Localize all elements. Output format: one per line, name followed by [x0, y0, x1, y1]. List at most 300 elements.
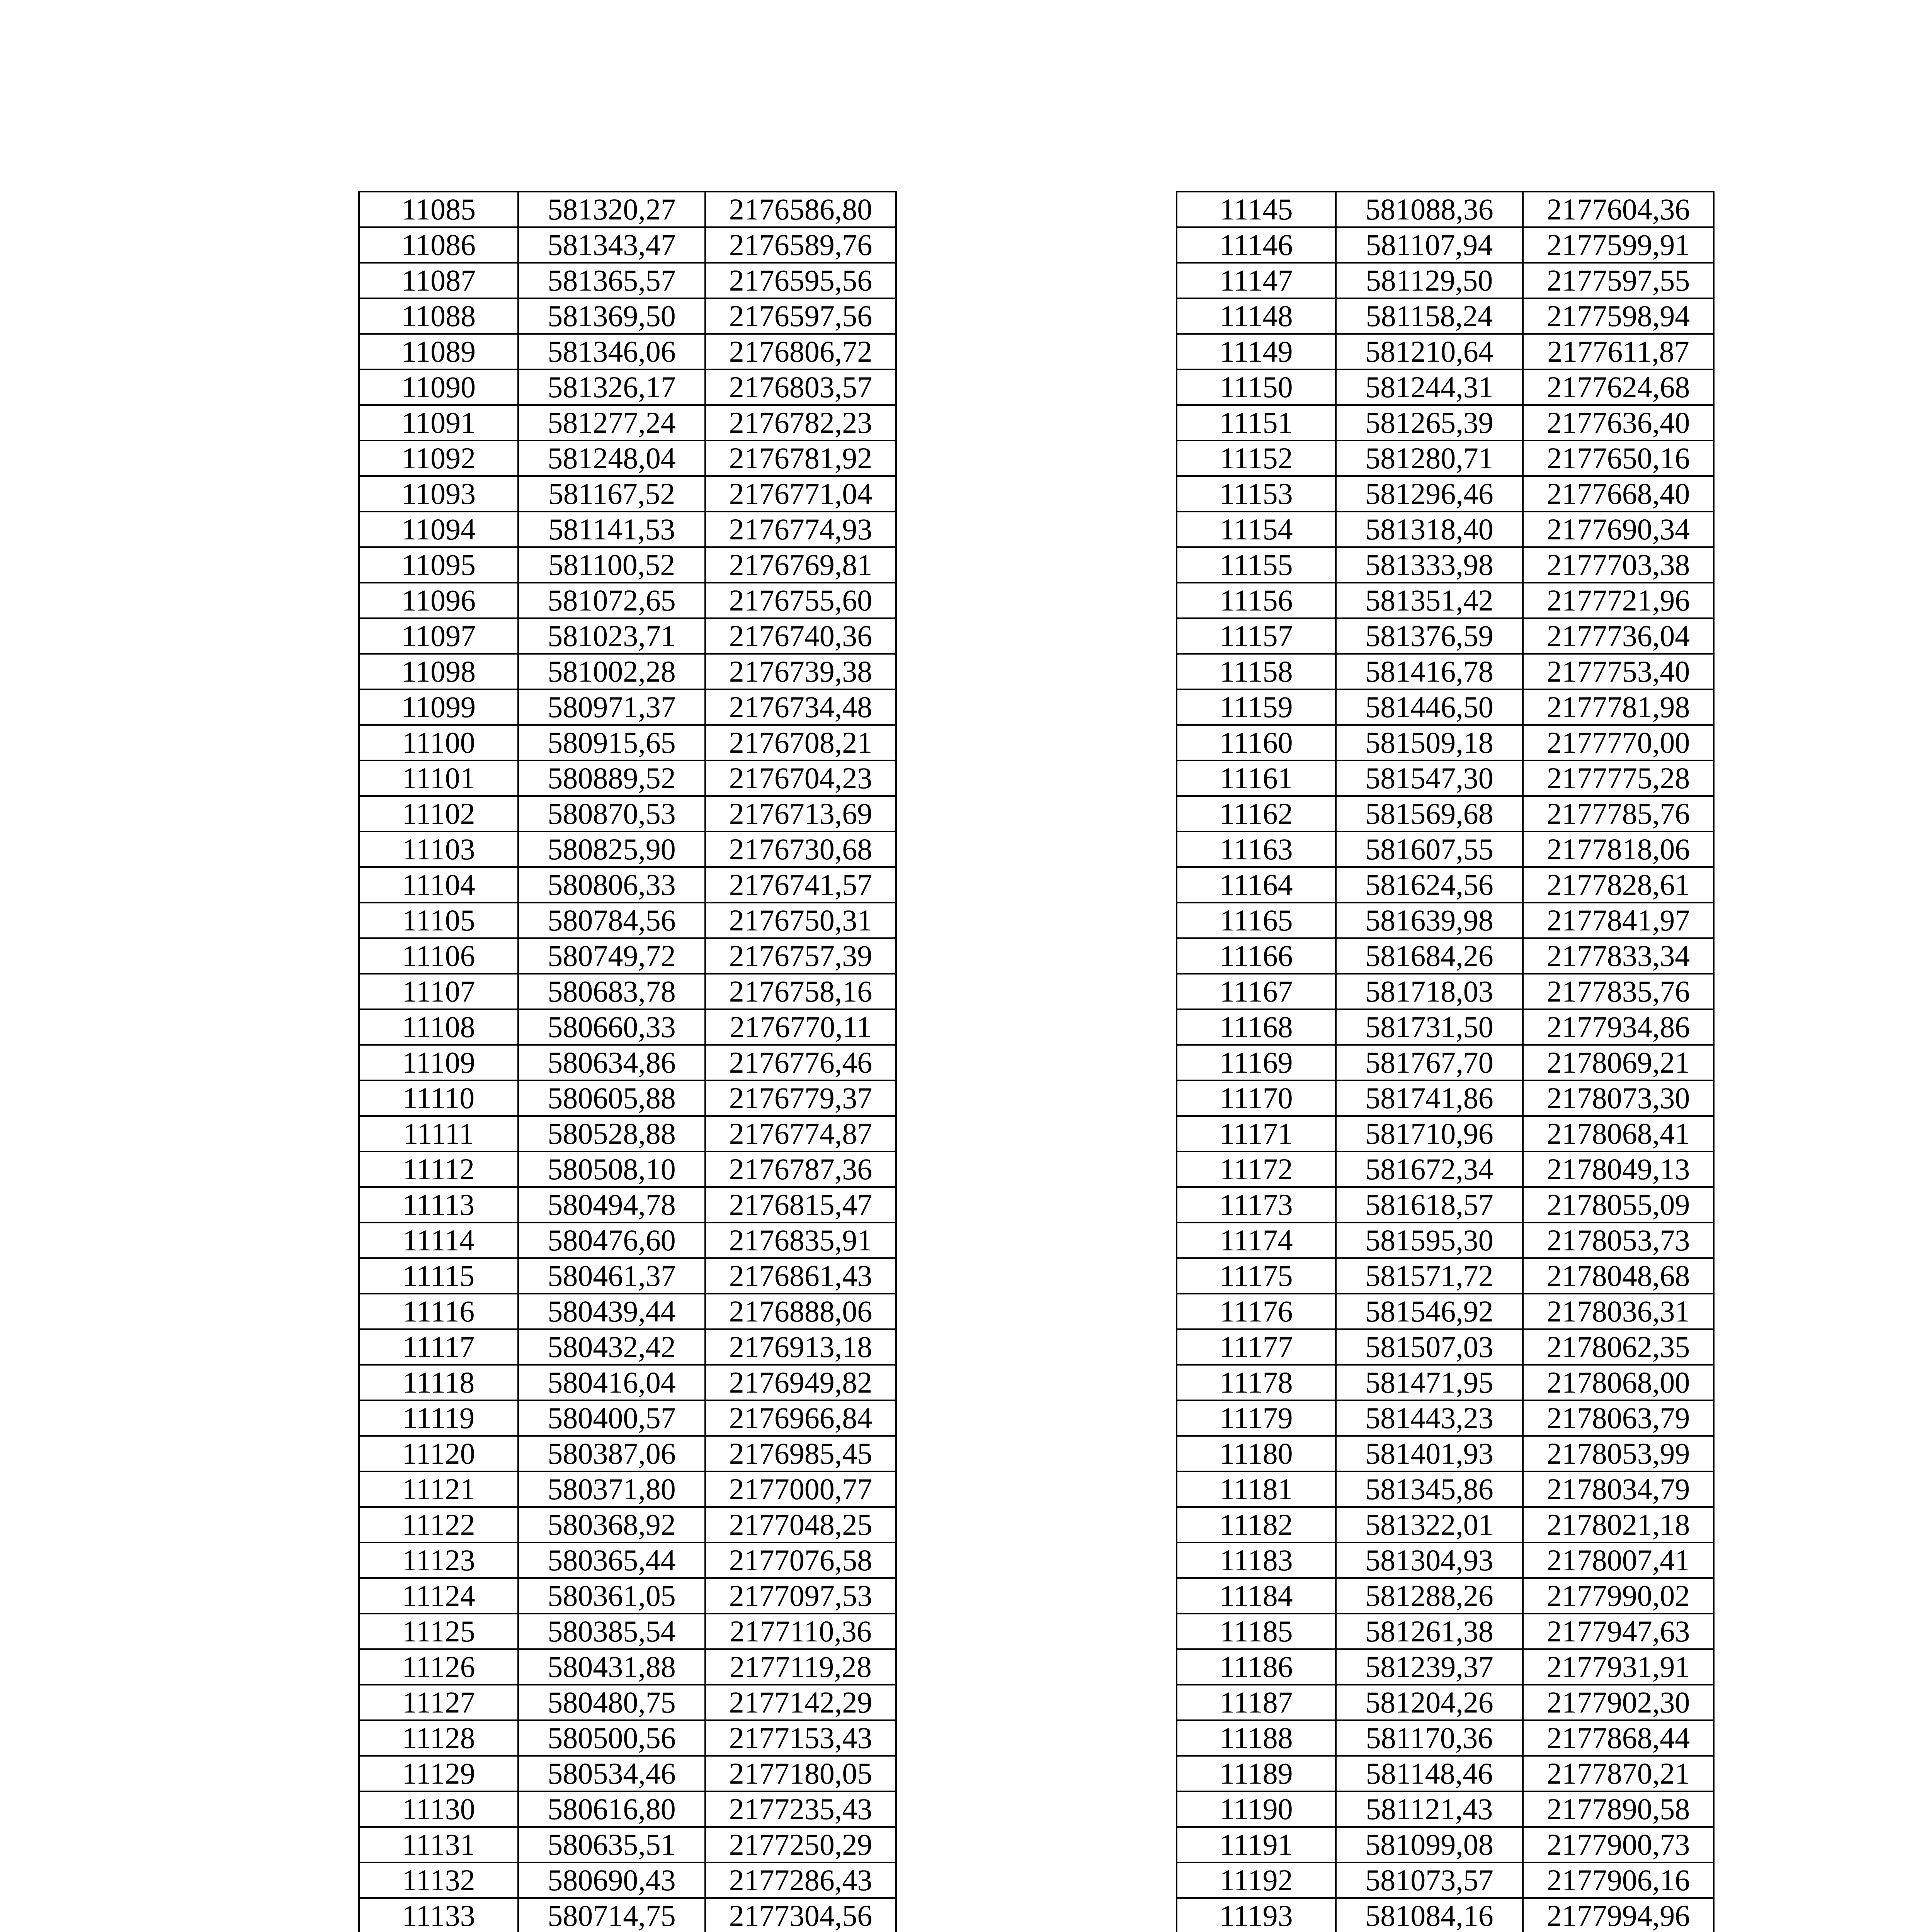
- table-row: [359, 974, 896, 1009]
- y-coordinate-cell: 2177870,21: [1523, 1756, 1714, 1791]
- x-coordinate-cell: 580416,04: [518, 1365, 705, 1400]
- table-row: [1177, 654, 1714, 689]
- point-number-cell: 11168: [1177, 1009, 1336, 1045]
- x-coordinate-cell: 581741,86: [1336, 1080, 1523, 1116]
- point-number-cell: 11125: [359, 1614, 518, 1649]
- y-coordinate-cell: 2178073,30: [1523, 1080, 1714, 1116]
- y-coordinate-cell: 2177947,63: [1523, 1614, 1714, 1649]
- y-coordinate-cell: 2177624,68: [1523, 369, 1714, 405]
- table-row: [1177, 1578, 1714, 1614]
- table-row: [359, 1543, 896, 1578]
- y-coordinate-cell: 2178007,41: [1523, 1543, 1714, 1578]
- table-row: [359, 512, 896, 547]
- y-coordinate-cell: 2177650,16: [1523, 440, 1714, 476]
- y-coordinate-cell: 2178049,13: [1523, 1151, 1714, 1187]
- table-row: [359, 618, 896, 654]
- x-coordinate-cell: 581376,59: [1336, 618, 1523, 654]
- y-coordinate-cell: 2177835,76: [1523, 974, 1714, 1009]
- x-coordinate-cell: 581345,86: [1336, 1471, 1523, 1507]
- y-coordinate-cell: 2176597,56: [705, 298, 896, 334]
- table-row: [1177, 192, 1714, 227]
- table-row: [359, 1045, 896, 1080]
- x-coordinate-cell: 581322,01: [1336, 1507, 1523, 1543]
- x-coordinate-cell: 581618,57: [1336, 1187, 1523, 1223]
- x-coordinate-cell: 580825,90: [518, 832, 705, 867]
- table-row: [359, 1791, 896, 1827]
- point-number-cell: 11175: [1177, 1258, 1336, 1294]
- coordinate-table-right-body: [1177, 192, 1714, 1932]
- table-row: [1177, 1898, 1714, 1932]
- table-row: [359, 1471, 896, 1507]
- table-row: [1177, 832, 1714, 867]
- y-coordinate-cell: 2177000,77: [705, 1471, 896, 1507]
- table-row: [1177, 1436, 1714, 1471]
- point-number-cell: 11095: [359, 547, 518, 583]
- table-row: [359, 689, 896, 725]
- y-coordinate-cell: 2176949,82: [705, 1365, 896, 1400]
- x-coordinate-cell: 581288,26: [1336, 1578, 1523, 1614]
- x-coordinate-cell: 581088,36: [1336, 192, 1523, 227]
- table-row: [359, 1720, 896, 1756]
- point-number-cell: 11154: [1177, 512, 1336, 547]
- x-coordinate-cell: 580889,52: [518, 760, 705, 796]
- x-coordinate-cell: 581571,72: [1336, 1258, 1523, 1294]
- table-row: [1177, 618, 1714, 654]
- point-number-cell: 11101: [359, 760, 518, 796]
- table-row: [1177, 1862, 1714, 1898]
- table-row: [359, 1614, 896, 1649]
- x-coordinate-cell: 580368,92: [518, 1507, 705, 1543]
- y-coordinate-cell: 2178034,79: [1523, 1471, 1714, 1507]
- point-number-cell: 11107: [359, 974, 518, 1009]
- table-row: [359, 1685, 896, 1720]
- point-number-cell: 11091: [359, 405, 518, 440]
- x-coordinate-cell: 581210,64: [1336, 334, 1523, 369]
- x-coordinate-cell: 580635,51: [518, 1827, 705, 1862]
- table-row: [1177, 547, 1714, 583]
- x-coordinate-cell: 581084,16: [1336, 1898, 1523, 1932]
- table-row: [359, 1329, 896, 1365]
- point-number-cell: 11104: [359, 867, 518, 903]
- x-coordinate-cell: 580508,10: [518, 1151, 705, 1187]
- table-row: [1177, 867, 1714, 903]
- table-row: [359, 1827, 896, 1862]
- x-coordinate-cell: 580660,33: [518, 1009, 705, 1045]
- y-coordinate-cell: 2176803,57: [705, 369, 896, 405]
- table-row: [1177, 1045, 1714, 1080]
- y-coordinate-cell: 2178063,79: [1523, 1400, 1714, 1436]
- point-number-cell: 11117: [359, 1329, 518, 1365]
- y-coordinate-cell: 2177828,61: [1523, 867, 1714, 903]
- x-coordinate-cell: 581718,03: [1336, 974, 1523, 1009]
- x-coordinate-cell: 581471,95: [1336, 1365, 1523, 1400]
- x-coordinate-cell: 581507,03: [1336, 1329, 1523, 1365]
- y-coordinate-cell: 2177770,00: [1523, 725, 1714, 760]
- y-coordinate-cell: 2177721,96: [1523, 583, 1714, 618]
- point-number-cell: 11153: [1177, 476, 1336, 512]
- y-coordinate-cell: 2177833,34: [1523, 938, 1714, 974]
- x-coordinate-cell: 581107,94: [1336, 227, 1523, 263]
- y-coordinate-cell: 2177286,43: [705, 1862, 896, 1898]
- point-number-cell: 11181: [1177, 1471, 1336, 1507]
- point-number-cell: 11106: [359, 938, 518, 974]
- x-coordinate-cell: 580690,43: [518, 1862, 705, 1898]
- table-row: [1177, 1720, 1714, 1756]
- point-number-cell: 11113: [359, 1187, 518, 1223]
- point-number-cell: 11092: [359, 440, 518, 476]
- y-coordinate-cell: 2176755,60: [705, 583, 896, 618]
- x-coordinate-cell: 581607,55: [1336, 832, 1523, 867]
- x-coordinate-cell: 581023,71: [518, 618, 705, 654]
- x-coordinate-cell: 581672,34: [1336, 1151, 1523, 1187]
- point-number-cell: 11160: [1177, 725, 1336, 760]
- y-coordinate-cell: 2176750,31: [705, 903, 896, 938]
- table-row: [1177, 725, 1714, 760]
- point-number-cell: 11151: [1177, 405, 1336, 440]
- y-coordinate-cell: 2176771,04: [705, 476, 896, 512]
- table-row: [359, 547, 896, 583]
- y-coordinate-cell: 2177076,58: [705, 1543, 896, 1578]
- table-row: [1177, 1151, 1714, 1187]
- x-coordinate-cell: 581624,56: [1336, 867, 1523, 903]
- point-number-cell: 11191: [1177, 1827, 1336, 1862]
- table-row: [359, 1294, 896, 1329]
- x-coordinate-cell: 581569,68: [1336, 796, 1523, 832]
- table-row: [1177, 405, 1714, 440]
- point-number-cell: 11158: [1177, 654, 1336, 689]
- x-coordinate-cell: 580870,53: [518, 796, 705, 832]
- x-coordinate-cell: 581710,96: [1336, 1116, 1523, 1151]
- point-number-cell: 11177: [1177, 1329, 1336, 1365]
- x-coordinate-cell: 581148,46: [1336, 1756, 1523, 1791]
- x-coordinate-cell: 580749,72: [518, 938, 705, 974]
- point-number-cell: 11128: [359, 1720, 518, 1756]
- y-coordinate-cell: 2176835,91: [705, 1223, 896, 1258]
- table-row: [359, 1187, 896, 1223]
- point-number-cell: 11098: [359, 654, 518, 689]
- x-coordinate-cell: 580683,78: [518, 974, 705, 1009]
- point-number-cell: 11087: [359, 263, 518, 298]
- y-coordinate-cell: 2178068,00: [1523, 1365, 1714, 1400]
- table-row: [359, 583, 896, 618]
- point-number-cell: 11096: [359, 583, 518, 618]
- point-number-cell: 11146: [1177, 227, 1336, 263]
- y-coordinate-cell: 2177097,53: [705, 1578, 896, 1614]
- point-number-cell: 11116: [359, 1294, 518, 1329]
- table-row: [359, 1578, 896, 1614]
- y-coordinate-cell: 2177818,06: [1523, 832, 1714, 867]
- x-coordinate-cell: 580439,44: [518, 1294, 705, 1329]
- point-number-cell: 11097: [359, 618, 518, 654]
- x-coordinate-cell: 581100,52: [518, 547, 705, 583]
- y-coordinate-cell: 2177599,91: [1523, 227, 1714, 263]
- table-row: [1177, 689, 1714, 725]
- x-coordinate-cell: 580500,56: [518, 1720, 705, 1756]
- point-number-cell: 11120: [359, 1436, 518, 1471]
- y-coordinate-cell: 2177890,58: [1523, 1791, 1714, 1827]
- table-row: [359, 1009, 896, 1045]
- x-coordinate-cell: 581121,43: [1336, 1791, 1523, 1827]
- y-coordinate-cell: 2177906,16: [1523, 1862, 1714, 1898]
- x-coordinate-cell: 581277,24: [518, 405, 705, 440]
- table-row: [1177, 1329, 1714, 1365]
- y-coordinate-cell: 2176774,87: [705, 1116, 896, 1151]
- x-coordinate-cell: 581318,40: [1336, 512, 1523, 547]
- x-coordinate-cell: 581326,17: [518, 369, 705, 405]
- table-row: [1177, 512, 1714, 547]
- table-row: [359, 1756, 896, 1791]
- point-number-cell: 11163: [1177, 832, 1336, 867]
- x-coordinate-cell: 581265,39: [1336, 405, 1523, 440]
- point-number-cell: 11172: [1177, 1151, 1336, 1187]
- table-row: [1177, 227, 1714, 263]
- x-coordinate-cell: 581073,57: [1336, 1862, 1523, 1898]
- table-row: [1177, 1827, 1714, 1862]
- x-coordinate-cell: 581204,26: [1336, 1685, 1523, 1720]
- y-coordinate-cell: 2176776,46: [705, 1045, 896, 1080]
- y-coordinate-cell: 2176769,81: [705, 547, 896, 583]
- x-coordinate-cell: 581296,46: [1336, 476, 1523, 512]
- point-number-cell: 11088: [359, 298, 518, 334]
- y-coordinate-cell: 2178062,35: [1523, 1329, 1714, 1365]
- table-row: [1177, 1009, 1714, 1045]
- x-coordinate-cell: 580605,88: [518, 1080, 705, 1116]
- point-number-cell: 11183: [1177, 1543, 1336, 1578]
- y-coordinate-cell: 2176730,68: [705, 832, 896, 867]
- table-row: [359, 725, 896, 760]
- point-number-cell: 11190: [1177, 1791, 1336, 1827]
- table-row: [1177, 1080, 1714, 1116]
- point-number-cell: 11170: [1177, 1080, 1336, 1116]
- point-number-cell: 11122: [359, 1507, 518, 1543]
- x-coordinate-cell: 580431,88: [518, 1649, 705, 1685]
- x-coordinate-cell: 581002,28: [518, 654, 705, 689]
- table-row: [1177, 1294, 1714, 1329]
- x-coordinate-cell: 581129,50: [1336, 263, 1523, 298]
- point-number-cell: 11192: [1177, 1862, 1336, 1898]
- y-coordinate-cell: 2177868,44: [1523, 1720, 1714, 1756]
- x-coordinate-cell: 580494,78: [518, 1187, 705, 1223]
- point-number-cell: 11112: [359, 1151, 518, 1187]
- table-row: [1177, 1507, 1714, 1543]
- x-coordinate-cell: 580534,46: [518, 1756, 705, 1791]
- point-number-cell: 11108: [359, 1009, 518, 1045]
- y-coordinate-cell: 2177753,40: [1523, 654, 1714, 689]
- point-number-cell: 11180: [1177, 1436, 1336, 1471]
- coordinate-table-right: [1176, 191, 1715, 1932]
- table-row: [359, 1365, 896, 1400]
- x-coordinate-cell: 581509,18: [1336, 725, 1523, 760]
- point-number-cell: 11103: [359, 832, 518, 867]
- table-row: [359, 760, 896, 796]
- x-coordinate-cell: 580971,37: [518, 689, 705, 725]
- table-row: [359, 1080, 896, 1116]
- point-number-cell: 11165: [1177, 903, 1336, 938]
- y-coordinate-cell: 2177304,56: [705, 1898, 896, 1932]
- table-row: [359, 1258, 896, 1294]
- x-coordinate-cell: 581099,08: [1336, 1827, 1523, 1862]
- table-row: [1177, 440, 1714, 476]
- table-row: [1177, 796, 1714, 832]
- table-row: [359, 334, 896, 369]
- x-coordinate-cell: 580387,06: [518, 1436, 705, 1471]
- y-coordinate-cell: 2176815,47: [705, 1187, 896, 1223]
- point-number-cell: 11167: [1177, 974, 1336, 1009]
- table-row: [1177, 369, 1714, 405]
- point-number-cell: 11111: [359, 1116, 518, 1151]
- table-row: [1177, 476, 1714, 512]
- point-number-cell: 11132: [359, 1862, 518, 1898]
- x-coordinate-cell: 581261,38: [1336, 1614, 1523, 1649]
- x-coordinate-cell: 581141,53: [518, 512, 705, 547]
- table-row: [359, 903, 896, 938]
- y-coordinate-cell: 2176779,37: [705, 1080, 896, 1116]
- point-number-cell: 11099: [359, 689, 518, 725]
- y-coordinate-cell: 2176861,43: [705, 1258, 896, 1294]
- y-coordinate-cell: 2177775,28: [1523, 760, 1714, 796]
- x-coordinate-cell: 581351,42: [1336, 583, 1523, 618]
- table-row: [1177, 1791, 1714, 1827]
- point-number-cell: 11093: [359, 476, 518, 512]
- table-row: [359, 796, 896, 832]
- table-row: [1177, 1187, 1714, 1223]
- y-coordinate-cell: 2178036,31: [1523, 1294, 1714, 1329]
- y-coordinate-cell: 2176740,36: [705, 618, 896, 654]
- table-row: [359, 867, 896, 903]
- y-coordinate-cell: 2177990,02: [1523, 1578, 1714, 1614]
- table-row: [1177, 334, 1714, 369]
- x-coordinate-cell: 581239,37: [1336, 1649, 1523, 1685]
- point-number-cell: 11105: [359, 903, 518, 938]
- table-row: [359, 227, 896, 263]
- point-number-cell: 11169: [1177, 1045, 1336, 1080]
- y-coordinate-cell: 2176913,18: [705, 1329, 896, 1365]
- table-row: [359, 1436, 896, 1471]
- x-coordinate-cell: 580461,37: [518, 1258, 705, 1294]
- y-coordinate-cell: 2177611,87: [1523, 334, 1714, 369]
- x-coordinate-cell: 580432,42: [518, 1329, 705, 1365]
- point-number-cell: 11161: [1177, 760, 1336, 796]
- table-row: [1177, 1400, 1714, 1436]
- y-coordinate-cell: 2176757,39: [705, 938, 896, 974]
- y-coordinate-cell: 2177934,86: [1523, 1009, 1714, 1045]
- y-coordinate-cell: 2177110,36: [705, 1614, 896, 1649]
- table-row: [359, 654, 896, 689]
- x-coordinate-cell: 580634,86: [518, 1045, 705, 1080]
- x-coordinate-cell: 580385,54: [518, 1614, 705, 1649]
- x-coordinate-cell: 581158,24: [1336, 298, 1523, 334]
- point-number-cell: 11148: [1177, 298, 1336, 334]
- y-coordinate-cell: 2177781,98: [1523, 689, 1714, 725]
- table-row: [359, 1507, 896, 1543]
- table-row: [1177, 1756, 1714, 1791]
- table-row: [1177, 760, 1714, 796]
- y-coordinate-cell: 2176708,21: [705, 725, 896, 760]
- table-row: [359, 440, 896, 476]
- point-number-cell: 11185: [1177, 1614, 1336, 1649]
- x-coordinate-cell: 581446,50: [1336, 689, 1523, 725]
- point-number-cell: 11182: [1177, 1507, 1336, 1543]
- x-coordinate-cell: 581343,47: [518, 227, 705, 263]
- point-number-cell: 11164: [1177, 867, 1336, 903]
- y-coordinate-cell: 2176704,23: [705, 760, 896, 796]
- x-coordinate-cell: 580714,75: [518, 1898, 705, 1932]
- coordinate-table-left-body: [359, 192, 896, 1932]
- x-coordinate-cell: 581333,98: [1336, 547, 1523, 583]
- table-row: [1177, 1649, 1714, 1685]
- point-number-cell: 11124: [359, 1578, 518, 1614]
- table-row: [359, 405, 896, 440]
- table-row: [359, 192, 896, 227]
- x-coordinate-cell: 580361,05: [518, 1578, 705, 1614]
- x-coordinate-cell: 581072,65: [518, 583, 705, 618]
- y-coordinate-cell: 2178068,41: [1523, 1116, 1714, 1151]
- point-number-cell: 11145: [1177, 192, 1336, 227]
- table-row: [359, 1223, 896, 1258]
- x-coordinate-cell: 581280,71: [1336, 440, 1523, 476]
- y-coordinate-cell: 2178069,21: [1523, 1045, 1714, 1080]
- y-coordinate-cell: 2176586,80: [705, 192, 896, 227]
- point-number-cell: 11102: [359, 796, 518, 832]
- x-coordinate-cell: 580528,88: [518, 1116, 705, 1151]
- table-row: [1177, 583, 1714, 618]
- x-coordinate-cell: 581320,27: [518, 192, 705, 227]
- x-coordinate-cell: 580915,65: [518, 725, 705, 760]
- table-row: [1177, 1685, 1714, 1720]
- y-coordinate-cell: 2178048,68: [1523, 1258, 1714, 1294]
- point-number-cell: 11162: [1177, 796, 1336, 832]
- table-row: [1177, 1223, 1714, 1258]
- y-coordinate-cell: 2176734,48: [705, 689, 896, 725]
- x-coordinate-cell: 581443,23: [1336, 1400, 1523, 1436]
- y-coordinate-cell: 2177841,97: [1523, 903, 1714, 938]
- y-coordinate-cell: 2177785,76: [1523, 796, 1714, 832]
- point-number-cell: 11114: [359, 1223, 518, 1258]
- table-row: [359, 476, 896, 512]
- table-row: [359, 1400, 896, 1436]
- point-number-cell: 11149: [1177, 334, 1336, 369]
- y-coordinate-cell: 2176741,57: [705, 867, 896, 903]
- point-number-cell: 11129: [359, 1756, 518, 1791]
- point-number-cell: 11156: [1177, 583, 1336, 618]
- table-row: [1177, 1258, 1714, 1294]
- point-number-cell: 11155: [1177, 547, 1336, 583]
- x-coordinate-cell: 581595,30: [1336, 1223, 1523, 1258]
- y-coordinate-cell: 2177703,38: [1523, 547, 1714, 583]
- x-coordinate-cell: 581731,50: [1336, 1009, 1523, 1045]
- y-coordinate-cell: 2178053,99: [1523, 1436, 1714, 1471]
- y-coordinate-cell: 2177736,04: [1523, 618, 1714, 654]
- y-coordinate-cell: 2176770,11: [705, 1009, 896, 1045]
- point-number-cell: 11127: [359, 1685, 518, 1720]
- y-coordinate-cell: 2176739,38: [705, 654, 896, 689]
- x-coordinate-cell: 581684,26: [1336, 938, 1523, 974]
- point-number-cell: 11100: [359, 725, 518, 760]
- table-row: [1177, 1471, 1714, 1507]
- y-coordinate-cell: 2176589,76: [705, 227, 896, 263]
- x-coordinate-cell: 580476,60: [518, 1223, 705, 1258]
- point-number-cell: 11152: [1177, 440, 1336, 476]
- table-row: [359, 832, 896, 867]
- table-row: [359, 1116, 896, 1151]
- point-number-cell: 11186: [1177, 1649, 1336, 1685]
- y-coordinate-cell: 2177153,43: [705, 1720, 896, 1756]
- point-number-cell: 11184: [1177, 1578, 1336, 1614]
- x-coordinate-cell: 581248,04: [518, 440, 705, 476]
- table-row: [1177, 974, 1714, 1009]
- y-coordinate-cell: 2177690,34: [1523, 512, 1714, 547]
- y-coordinate-cell: 2177668,40: [1523, 476, 1714, 512]
